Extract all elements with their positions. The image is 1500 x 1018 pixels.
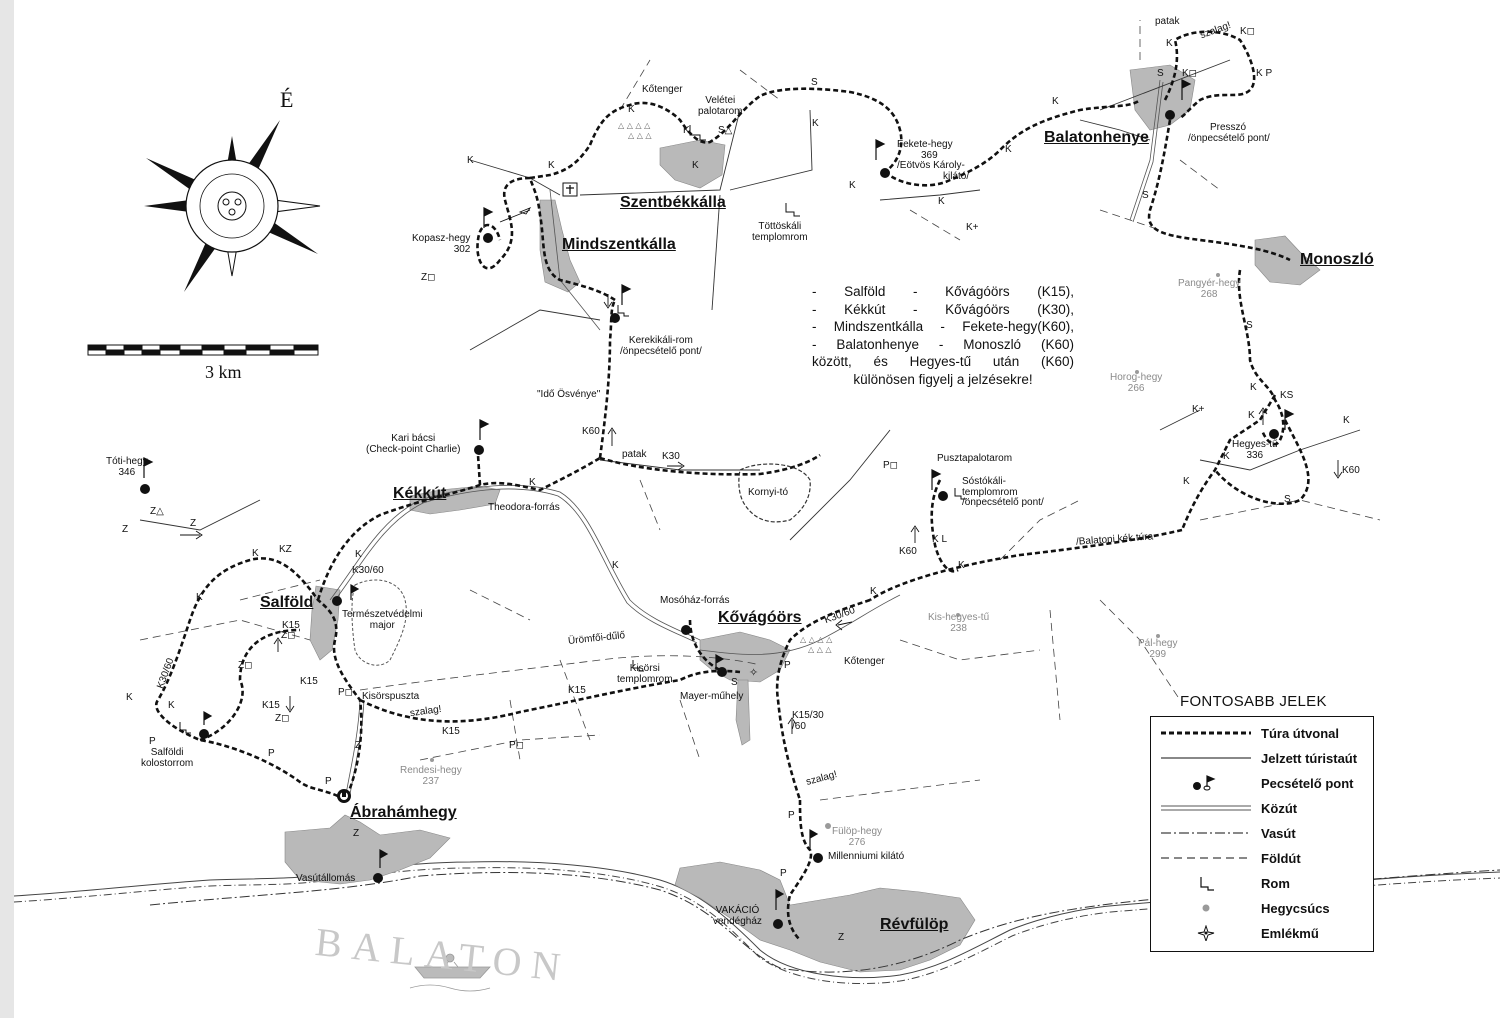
stamp-vakacio xyxy=(773,919,783,929)
legend-label-railway: Vasút xyxy=(1261,826,1296,841)
svg-text:△ △ △ △: △ △ △ △ xyxy=(618,121,651,130)
scale-label: 3 km xyxy=(205,362,242,382)
label-kotenger-south: Kőtenger xyxy=(844,656,885,667)
label-kopasz-name: Kopasz-hegy xyxy=(412,233,471,244)
stamp-fekete xyxy=(880,168,890,178)
label-presszo-1: Presszó xyxy=(1210,122,1247,133)
tour-route xyxy=(156,32,1308,940)
legend-label-monument: Emlékmű xyxy=(1261,926,1319,941)
label-kerekikali xyxy=(620,336,702,357)
label-kisorsi-1: Kisörsi xyxy=(629,663,660,674)
legend-item-dirtroad xyxy=(1151,848,1373,868)
mark-p-2: P xyxy=(149,736,156,747)
stamp-salfold xyxy=(332,596,342,606)
mark-kz: KZ xyxy=(279,544,292,555)
mark-k-23: K xyxy=(870,586,877,597)
mark-k-21: K xyxy=(612,560,619,571)
label-fekete-1: Fekete-hegy xyxy=(897,139,953,150)
mark-zbox-4: Z◻ xyxy=(275,713,290,724)
mark-k-6: K xyxy=(812,118,819,129)
scale-bar xyxy=(88,345,318,355)
urban-mayer-strip xyxy=(736,680,750,745)
stamp-toti xyxy=(140,484,150,494)
label-vakacio xyxy=(713,906,762,927)
route-warning-note xyxy=(812,283,1074,388)
legend-item-monument xyxy=(1151,923,1373,943)
label-fekete-3: kilátó/ xyxy=(943,170,970,182)
legend-item-railway xyxy=(1151,823,1373,843)
mark-k-24: K xyxy=(126,692,133,703)
peak-kishegyes-height: 238 xyxy=(950,622,967,634)
mark-k60-1: K60 xyxy=(582,426,600,437)
mark-k-3: K xyxy=(628,104,635,115)
town-szentbekkalla: Szentbékkálla xyxy=(620,194,726,211)
label-kisorspuszta: Kisörspuszta xyxy=(362,691,420,702)
label-kisorsi xyxy=(617,664,673,685)
svg-text:△ △ △ △: △ △ △ △ xyxy=(800,635,833,644)
peak-kishegyes-name: Kis-hegyes-tű xyxy=(928,612,990,623)
mark-k-25: K xyxy=(168,700,175,711)
stamp-millenium xyxy=(813,853,823,863)
label-toti-hegy xyxy=(106,457,148,478)
mark-pbox-2: P◻ xyxy=(338,687,353,698)
legend-route-symbol xyxy=(1161,725,1251,741)
mark-p-1: P xyxy=(784,660,791,671)
label-tottoskali-2: templomrom xyxy=(752,231,808,243)
legend-item-peak xyxy=(1151,898,1373,918)
legend-label-ruin: Rom xyxy=(1261,876,1290,891)
mark-s-4: S xyxy=(1246,320,1253,331)
mark-ks: KS xyxy=(1280,390,1294,401)
label-kisorsi-2: templomrom xyxy=(617,673,673,685)
label-patak-north: patak xyxy=(1155,16,1180,27)
mark-pbox-3: P◻ xyxy=(509,740,524,751)
mark-k15-5: K15 xyxy=(442,726,460,737)
stamp-salfoldi-kolostor xyxy=(199,729,209,739)
mark-k-11: K xyxy=(1166,38,1173,49)
label-kerekikali-1: Kerekikáli-rom xyxy=(628,335,693,346)
note-line-5: között, és Hegyes-tű után (K60) xyxy=(812,354,1074,370)
lake-name: BALATON xyxy=(313,918,573,991)
note-line-6: különösen figyelj a jelzésekre! xyxy=(853,371,1033,387)
mark-k-18: K xyxy=(355,549,362,560)
mark-k15-2: K15 xyxy=(300,676,318,687)
peak-pal-name: Pál-hegy xyxy=(1138,638,1178,649)
label-kopasz-height: 302 xyxy=(453,243,471,255)
label-presszo xyxy=(1188,122,1270,144)
legend-title: FONTOSABB JELEK xyxy=(1180,693,1327,710)
mark-k-13: K xyxy=(1248,410,1255,421)
mark-kbox-2: K◻ xyxy=(1240,26,1255,37)
stamp-balatonhenye xyxy=(1165,110,1175,120)
label-tottoskali-1: Töttöskáli xyxy=(758,221,802,232)
label-szalag-south: szalag! xyxy=(804,769,839,788)
label-millenniumi: Millenniumi kilátó xyxy=(828,851,905,862)
label-veletei-2: palotarom xyxy=(698,105,743,117)
town-revfulop: Révfülöp xyxy=(880,916,949,933)
mark-kl: K L xyxy=(932,534,948,545)
legend-dirtroad-symbol xyxy=(1161,850,1251,866)
mark-p-3: P xyxy=(268,748,275,759)
label-hegyes-tu xyxy=(1232,440,1278,461)
label-kari-2: (Check-point Charlie) xyxy=(366,443,461,455)
mark-k1530-b: /60 xyxy=(792,721,806,732)
svg-text:△ △ △: △ △ △ xyxy=(808,645,832,654)
mark-z-2: Z xyxy=(190,518,197,529)
note-line-1: - Salföld - Kővágóörs (K15), xyxy=(812,284,1074,299)
mark-kp: K P xyxy=(1256,68,1273,79)
mark-zbox-2: Z◻ xyxy=(281,630,296,641)
label-toti-name: Tóti-hegy xyxy=(106,456,148,467)
label-mayer: Mayer-műhely xyxy=(680,691,744,702)
monument-kovagoors: ✧ xyxy=(749,666,759,679)
legend-road-symbol xyxy=(1161,800,1251,816)
peak-rendesi-name: Rendesi-hegy xyxy=(400,765,462,776)
label-fekete xyxy=(897,140,969,182)
legend-item-stamp xyxy=(1151,773,1373,793)
label-patak-mid: patak xyxy=(622,449,647,460)
mark-z-4: Z xyxy=(353,828,360,839)
svg-text:△ △ △: △ △ △ xyxy=(628,131,652,140)
mark-s-2: S xyxy=(1157,68,1164,79)
mark-p-4: P xyxy=(325,776,332,787)
town-salfold: Salföld xyxy=(260,594,314,611)
mark-k-16: K xyxy=(1183,476,1190,487)
peak-pangyer xyxy=(1178,279,1240,300)
stamp-vasut xyxy=(373,873,383,883)
mark-k-22: K xyxy=(958,560,965,571)
label-sostokali xyxy=(962,477,1044,509)
label-kotenger-north: Kőtenger xyxy=(642,84,683,95)
mark-sdelta: S△ xyxy=(718,125,733,136)
mark-k30-60-2: K30/60 xyxy=(823,604,857,627)
label-vasutallomas: Vasútállomás xyxy=(296,873,356,884)
legend-ruin-symbol xyxy=(1161,875,1251,891)
label-ido-osvenye: "Idő Ösvénye" xyxy=(537,389,601,400)
label-termeszetvedelmi xyxy=(342,610,423,631)
mark-k30: K30 xyxy=(662,451,680,462)
mark-z-1: Z xyxy=(122,524,129,535)
legend-label-route: Túra útvonal xyxy=(1261,726,1340,741)
label-veletei-1: Velétei xyxy=(705,95,736,106)
peak-rendesi xyxy=(400,766,462,787)
mark-k60-2: K60 xyxy=(899,546,917,557)
urban-kovagoors xyxy=(700,632,790,682)
label-termesz-2: major xyxy=(369,619,395,631)
page-edge xyxy=(0,0,14,1018)
label-szalag-north: szalag! xyxy=(1198,19,1233,42)
peak-pal-height: 299 xyxy=(1149,648,1167,660)
legend-stamp-symbol xyxy=(1161,775,1251,791)
stamp-hegyestu xyxy=(1269,429,1279,439)
mark-k-15: K xyxy=(1223,451,1230,462)
mark-z-3: Z xyxy=(355,740,362,751)
mark-k-9: K xyxy=(1005,144,1012,155)
town-balatonhenye: Balatonhenye xyxy=(1044,129,1149,146)
legend-monument-symbol xyxy=(1161,925,1251,941)
stamp-mosohaz xyxy=(681,625,691,635)
town-abrahamhegy: Ábrahámhegy xyxy=(350,804,457,821)
peak-pangyer-name: Pangyér-hegy xyxy=(1178,278,1241,289)
mark-k1530-a: K15/30 xyxy=(792,710,824,721)
label-mosohaz: Mosóház-forrás xyxy=(660,595,730,606)
label-fekete-h: 369 xyxy=(921,149,938,161)
label-presszo-2: /önpecsételő pont/ xyxy=(1188,132,1270,144)
town-kekkut: Kékkút xyxy=(393,485,447,502)
label-salfoldi-2: kolostorrom xyxy=(141,757,194,769)
label-kornyi-to: Kornyi-tó xyxy=(748,487,789,498)
label-salfoldi-1: Salföldi xyxy=(150,747,184,758)
mark-s-1: S xyxy=(811,77,818,88)
peak-dot-rendesi xyxy=(430,758,434,762)
label-vakacio-2: vendégház xyxy=(713,915,762,927)
mark-k30-60-3: K30/60 xyxy=(155,656,177,691)
mark-zbox-1: Z◻ xyxy=(421,272,436,283)
label-uromfoi: Ürömfői-dűlő xyxy=(567,630,626,647)
mark-k-12: K xyxy=(1250,382,1257,393)
stamp-sosto xyxy=(938,491,948,501)
mark-s-3: S xyxy=(1142,190,1149,201)
label-szalag-kisors: szalag! xyxy=(409,703,443,720)
label-vakacio-1: VAKÁCIÓ xyxy=(715,905,760,916)
peak-fulop-name: Fülöp-hegy xyxy=(832,826,883,837)
mark-pbox-1: P◻ xyxy=(883,460,898,471)
label-salfoldi-kolostor xyxy=(141,748,193,769)
peak-rendesi-height: 237 xyxy=(422,775,440,787)
mark-k30-60-1: K30/60 xyxy=(352,565,384,576)
legend-box xyxy=(1150,716,1374,952)
mark-k60-3: K60 xyxy=(1342,465,1360,476)
mark-k15-1: K15 xyxy=(282,620,300,631)
mark-zbox-3: Z◻ xyxy=(238,660,253,671)
label-kari-1: Kari bácsi xyxy=(391,433,436,444)
mark-kplus-1: K+ xyxy=(966,222,979,233)
legend-label-peak: Hegycsúcs xyxy=(1261,901,1330,916)
mark-k-10: K xyxy=(1052,96,1059,107)
label-termesz-1: Természetvédelmi xyxy=(342,609,423,620)
legend-item-ruin xyxy=(1151,873,1373,893)
legend-label-marked: Jelzett túristaút xyxy=(1261,751,1358,766)
label-fekete-2: /Eötvös Károly- xyxy=(897,160,965,171)
peak-horog-name: Horog-hegy xyxy=(1110,372,1163,383)
label-tottoskali xyxy=(752,222,808,243)
label-sostokali-1: Sóstókáli- xyxy=(962,476,1006,487)
mark-k-14: K xyxy=(1343,415,1350,426)
note-line-2: - Kékkút - Kővágóörs (K30), xyxy=(812,301,1074,317)
town-monoszlo: Monoszló xyxy=(1300,251,1374,268)
legend-item-route xyxy=(1151,723,1373,743)
label-theodora: Theodora-forrás xyxy=(488,502,560,513)
legend-item-road xyxy=(1151,798,1373,818)
mark-k-17: K xyxy=(529,477,536,488)
mark-p-5: P xyxy=(788,810,795,821)
mark-k-20: K xyxy=(196,592,203,603)
peak-horog xyxy=(1110,373,1162,394)
mark-k15-3: K15 xyxy=(262,700,280,711)
peak-dot-fulop xyxy=(825,823,831,829)
label-balatoni-kek-tura: /Balatoni kék túra xyxy=(1075,531,1154,548)
peak-kishegyes xyxy=(928,613,989,634)
note-line-4: - Balatonhenye - Monoszló (K60) xyxy=(812,336,1074,352)
mark-k-2: K xyxy=(548,160,555,171)
mark-kplus-2: K+ xyxy=(1192,404,1205,415)
note-line-3: - Mindszentkálla - Fekete-hegy(K60), xyxy=(812,319,1074,335)
legend-railway-symbol xyxy=(1161,825,1251,841)
legend-label-dirtroad: Földút xyxy=(1261,851,1301,866)
label-kopasz xyxy=(412,234,470,255)
stamp-kari xyxy=(474,445,484,455)
mark-k15-4: K15 xyxy=(568,685,586,696)
stamp-kopasz xyxy=(483,233,493,243)
mark-k-5: K xyxy=(692,160,699,171)
stamp-points xyxy=(140,110,1279,929)
label-kerekikali-2: /önpecsételő pont/ xyxy=(620,345,702,357)
mark-zdelta: Z△ xyxy=(150,506,164,517)
legend-peak-symbol xyxy=(1161,900,1251,916)
mark-p-6: P xyxy=(780,868,787,879)
peak-pangyer-height: 268 xyxy=(1200,288,1218,300)
label-veletei xyxy=(698,96,742,117)
peak-horog-height: 266 xyxy=(1127,382,1145,394)
label-kari-bacsi xyxy=(366,434,460,455)
label-pusztapalotarom: Pusztapalotarom xyxy=(937,453,1013,464)
legend-marked-symbol xyxy=(1161,750,1251,766)
mark-k-1: K xyxy=(467,155,474,166)
mark-k-4: K xyxy=(683,125,690,136)
label-hegyestu-name: Hegyes-tű xyxy=(1232,439,1278,450)
peak-pal xyxy=(1138,639,1177,660)
stamp-kovagoors xyxy=(717,667,727,677)
legend-label-road: Közút xyxy=(1261,801,1298,816)
mark-kbox-1: K◻ xyxy=(1182,68,1197,79)
mark-z-5: Z xyxy=(838,932,845,943)
label-sostokali-2: templomrom xyxy=(962,486,1018,498)
marked-trails xyxy=(140,60,1360,540)
label-hegyestu-height: 336 xyxy=(1246,449,1264,461)
mark-k-7: K xyxy=(849,180,856,191)
mark-k15-30-60 xyxy=(792,710,824,732)
compass-rose xyxy=(144,120,320,292)
mark-s-5: S xyxy=(1284,494,1291,505)
mark-s-6: S xyxy=(731,677,738,688)
stamp-kerekikali xyxy=(610,313,620,323)
peak-fulop xyxy=(832,827,882,848)
legend-label-stamp: Pecsételő pont xyxy=(1261,776,1354,791)
town-mindszentkalla: Mindszentkálla xyxy=(562,236,676,253)
peak-fulop-height: 276 xyxy=(848,836,866,848)
town-kovagoors: Kővágóörs xyxy=(718,609,802,626)
mark-k-8: K xyxy=(938,196,945,207)
peak-dot-pangyer xyxy=(1216,273,1220,277)
label-sostokali-3: /önpecsételő pont/ xyxy=(962,497,1044,508)
label-toti-height: 346 xyxy=(118,466,136,478)
compass-north-label: É xyxy=(280,87,294,112)
mark-k-19: K xyxy=(252,548,259,559)
legend-item-marked xyxy=(1151,748,1373,768)
